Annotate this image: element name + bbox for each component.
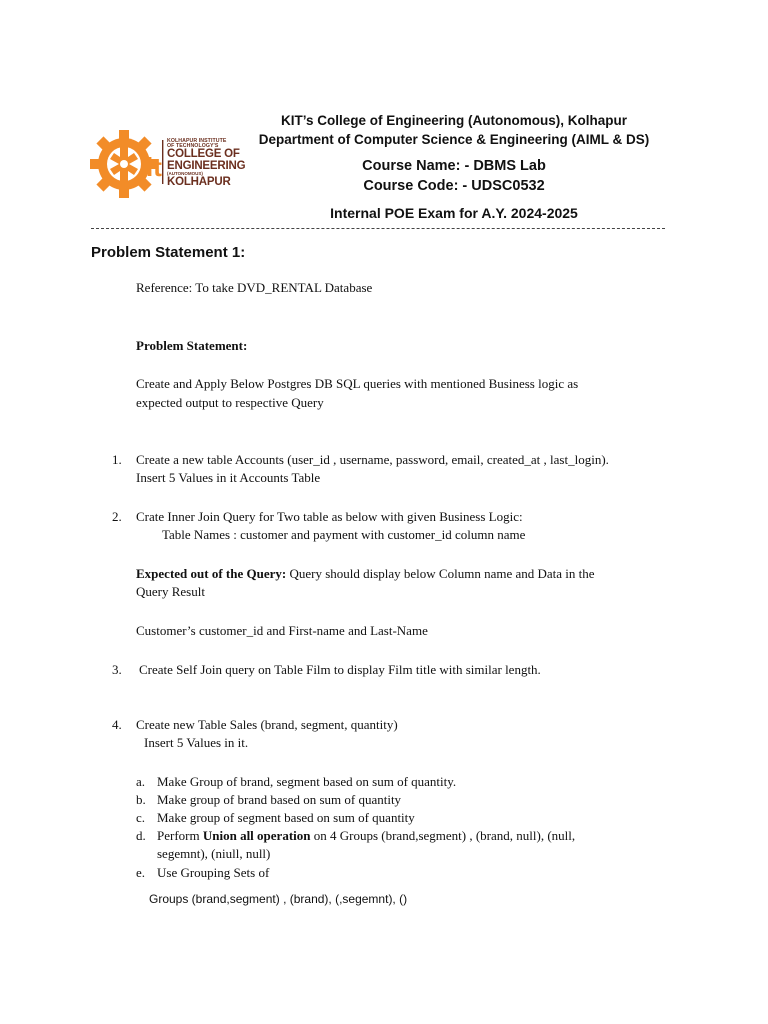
sub-c-label: c. — [136, 810, 146, 825]
logo-line-2: OF TECHNOLOGY'S — [167, 143, 219, 150]
sub-d-text — [157, 827, 575, 845]
sub-d-pre: Perform — [157, 828, 203, 843]
sub-c-text: Make group of segment based on sum of quantity — [157, 810, 415, 825]
item-1-number: 1. — [112, 452, 122, 467]
item-2-expected — [136, 565, 595, 583]
svg-text:it: it — [146, 152, 162, 182]
sub-a-text: Make Group of brand, segment based on sum of quantity. — [157, 774, 457, 789]
sub-e-label: e. — [136, 865, 146, 880]
item-3-number: 3. — [112, 662, 122, 677]
item-2-columns: Customer’s customer_id and First-name and Last-Name — [136, 623, 428, 638]
item-2-number: 2. — [112, 509, 122, 524]
logo-line-6: KOLHAPUR — [167, 175, 231, 188]
exam-title: Internal POE Exam for A.Y. 2024-2025 — [330, 205, 578, 221]
item-4-number: 4. — [112, 717, 122, 732]
department-name: Department of Computer Science & Engineering (AIML & DS) — [258, 132, 650, 147]
grouping-sets-groups: Groups (brand,segment) , (brand), (,segemnt), () — [149, 892, 408, 906]
course-name: Course Name: - DBMS Lab — [362, 158, 546, 174]
item-2-expected-line-2: Query Result — [136, 584, 205, 599]
item-1-line-2: Insert 5 Values in it Accounts Table — [136, 470, 321, 485]
item-4-line-2: Insert 5 Values in it. — [144, 735, 249, 750]
logo-line-5: (AUTONOMOUS) — [167, 171, 203, 177]
expected-label: Expected out of the Query: — [136, 566, 287, 581]
logo-text — [167, 139, 245, 188]
sub-d-label: d. — [136, 828, 146, 843]
item-1-line-1: Create a new table Accounts (user_id , username, password, email, created_at , last_login). — [136, 452, 609, 467]
sub-a-label: a. — [136, 774, 146, 789]
item-4-line-1: Create new Table Sales (brand, segment, quantity) — [136, 717, 398, 732]
sub-e-text: Use Grouping Sets of — [157, 865, 270, 880]
problem-subheading: Problem Statement: — [136, 338, 248, 353]
reference-text: Reference: To take DVD_RENTAL Database — [136, 280, 373, 295]
sub-d-post: on 4 Groups (brand,segment) , (brand, null), (null, — [310, 828, 576, 843]
sub-d-line-2: segemnt), (niull, null) — [157, 846, 271, 861]
problem-heading: Problem Statement 1: — [91, 244, 246, 261]
item-3-line-1: Create Self Join query on Table Film to display Film title with similar length. — [139, 662, 541, 677]
sub-b-label: b. — [136, 792, 146, 807]
item-2-line-1: Crate Inner Join Query for Two table as below with given Business Logic: — [136, 509, 523, 524]
college-name: KIT’s College of Engineering (Autonomous), Kolhapur — [281, 113, 627, 128]
header-divider — [91, 228, 665, 229]
item-2-line-2: Table Names : customer and payment with customer_id column name — [162, 527, 526, 542]
logo-line-1: KOLHAPUR INSTITUTE — [167, 138, 227, 144]
intro-line-1: Create and Apply Below Postgres DB SQL queries with mentioned Business logic as — [136, 376, 579, 391]
intro-line-2: expected output to respective Query — [136, 395, 324, 410]
logo-line-3: COLLEGE OF — [167, 148, 240, 161]
expected-text: Query should display below Column name and Data in the — [286, 566, 595, 581]
logo-line-4: ENGINEERING — [167, 159, 246, 172]
sub-d-bold: Union all operation — [202, 828, 311, 843]
sub-b-text: Make group of brand based on sum of quantity — [157, 792, 402, 807]
course-code: Course Code: - UDSC0532 — [363, 178, 545, 194]
